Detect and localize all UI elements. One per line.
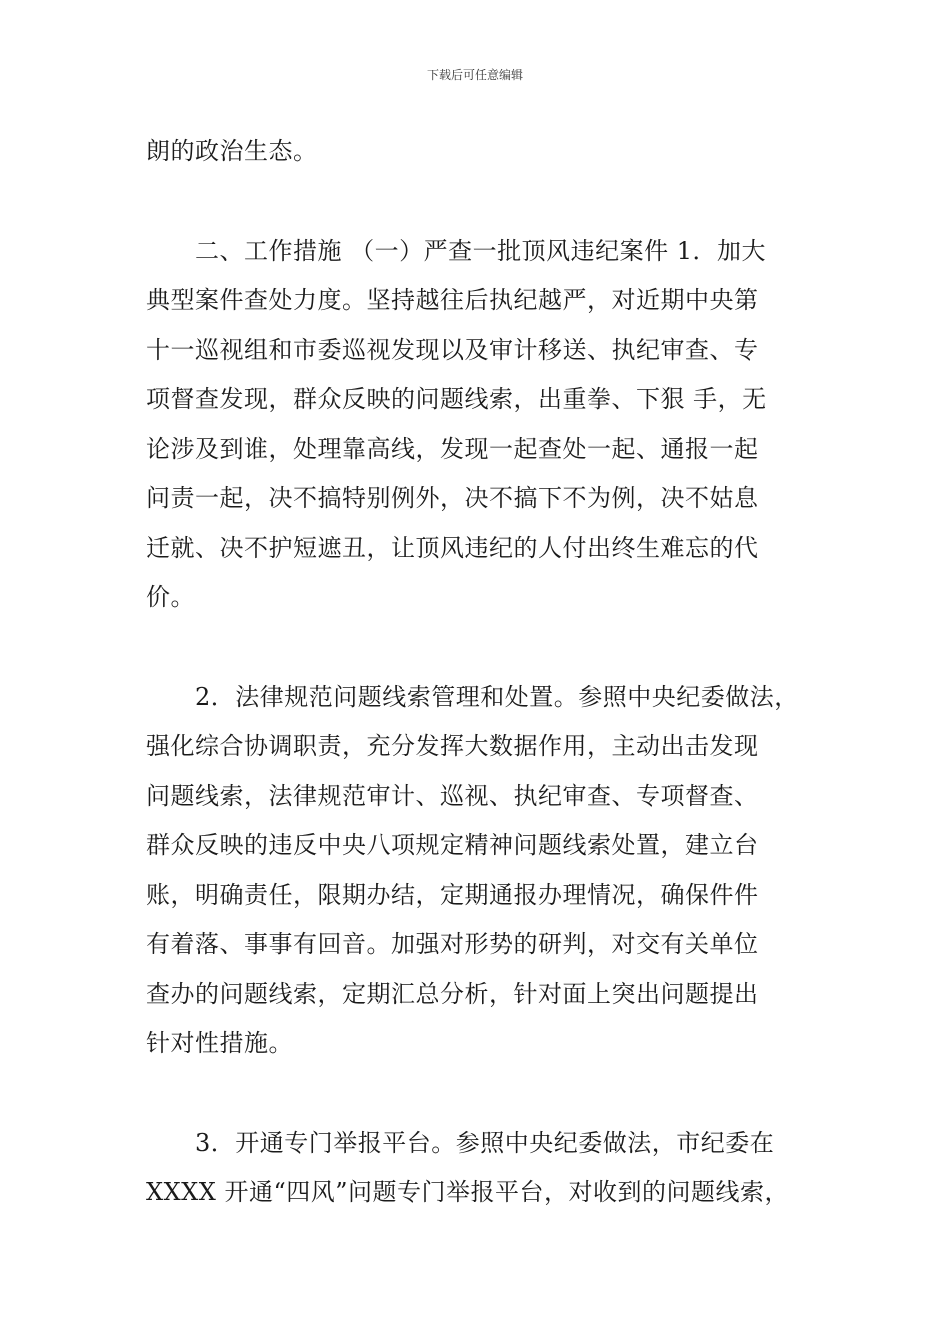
text-line: 查办的问题线索，定期汇总分析，针对面上突出问题提出 [146, 980, 759, 1008]
text-line: 十一巡视组和市委巡视发现以及审计移送、执纪审查、专 [146, 336, 759, 364]
text-line: 3．开通专门举报平台。参照中央纪委做法，市纪委在 [146, 1129, 775, 1157]
text-line: 典型案件查处力度。坚持越往后执纪越严，对近期中央第 [146, 286, 759, 314]
text-line: 有着落、事事有回音。加强对形势的研判，对交有关单位 [146, 930, 759, 958]
text-line: 项督查发现，群众反映的问题线索，出重拳、下狠 手，无 [146, 385, 767, 413]
text-line: 强化综合协调职责，充分发挥大数据作用，主动出击发现 [146, 732, 759, 760]
text-line: 针对性措施。 [146, 1029, 293, 1057]
text-line: 论涉及到谁，处理靠高线，发现一起查处一起、通报一起 [146, 435, 759, 463]
page-header: 下载后可任意编辑 [426, 68, 523, 82]
text-line: 朗的政治生态。 [146, 137, 318, 165]
text-line: 群众反映的违反中央八项规定精神问题线索处置，建立台 [146, 831, 759, 859]
text-line: 问责一起，决不搞特别例外，决不搞下不为例，决不姑息 [146, 484, 759, 512]
text-line: 价。 [146, 583, 195, 611]
text-line: 二、工作措施 （一）严查一批顶风违纪案件 1．加大 [146, 237, 767, 265]
text-line: 迁就、决不护短遮丑，让顶风违纪的人付出终生难忘的代 [146, 534, 759, 562]
text-line: 问题线索，法律规范审计、巡视、执纪审查、专项督查、 [146, 782, 759, 810]
text-line: 2．法律规范问题线索管理和处置。参照中央纪委做法， [146, 683, 799, 711]
text-line: 账，明确责任，限期办结，定期通报办理情况，确保件件 [146, 881, 759, 909]
text-line: XXXX 开通“四风”问题专门举报平台，对收到的问题线索， [146, 1178, 790, 1206]
